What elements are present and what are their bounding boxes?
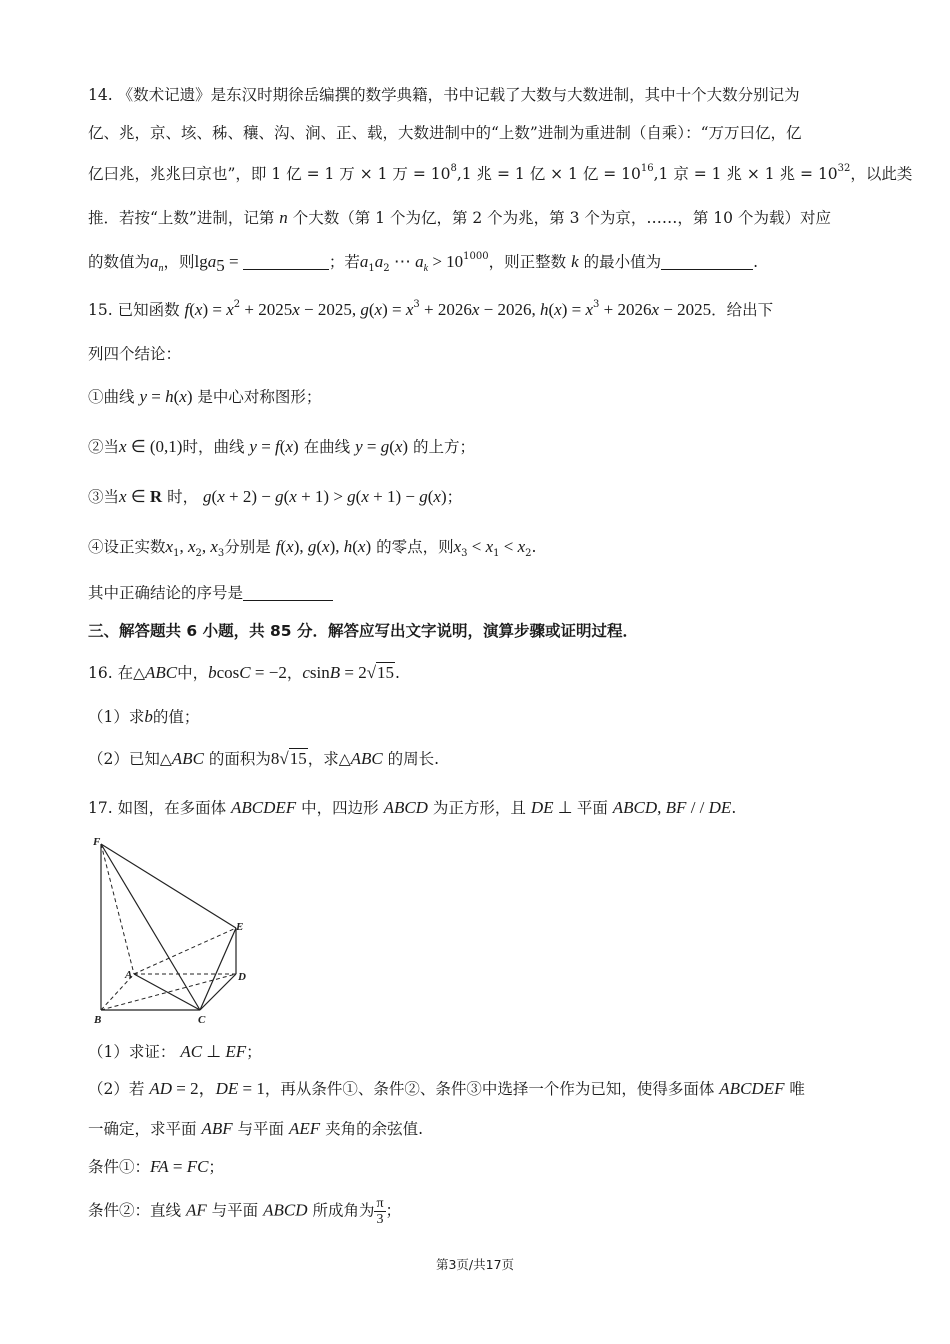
label-C: C	[198, 1014, 206, 1026]
q17-part-2-line-2: 一确定，求平面 ABF 与平面 AEF 夹角的余弦值.	[88, 1119, 424, 1138]
q15-answer-line: 其中正确结论的序号是	[88, 582, 864, 604]
q15-line-2: 列四个结论：	[88, 345, 182, 363]
label-D: D	[238, 971, 246, 983]
answer-blank	[243, 253, 329, 270]
q14-line-5: 的数值为$a_n$，则lga$_5$ = ；若$a_1a_2$ ⋯ $a_k > 10^{1000}$，则正整数 k 的最小值为 .	[88, 251, 759, 275]
label-A: A	[125, 969, 133, 981]
edge-AC	[134, 974, 200, 1010]
edge-FE	[101, 844, 236, 928]
q15-conclusion-2: ②当x ∈ (0,1)时，曲线 y = f(x) 在曲线 y = g(x) 的上方；	[88, 437, 476, 456]
q17-condition-2: 条件②：直线 AF 与平面 ABCD 所成角为 $\frac{\pi}{3}$ ；	[88, 1196, 402, 1227]
q16-part-1: （1）求b的值；	[88, 707, 200, 726]
q14-line-4: 推．若按“上数”进制，记第 n 个大数（第 1 个为亿，第 2 个为兆，第 3 个为京，……，第 10 个为载）对应	[88, 208, 831, 227]
section-heading: 三、解答题共 6 小题，共 85 分．解答应写出文字说明，演算步骤或证明过程．	[88, 622, 638, 640]
q14-line-1: 14. 《数术记遗》是东汉时期徐岳编撰的数学典籍，书中记载了大数与大数进制，其中十个大数分别记为	[88, 86, 800, 104]
edge-FA	[101, 844, 134, 974]
q17-condition-1: 条件①：FA = FC；	[88, 1157, 224, 1176]
q16-part-2: （2）已知△ABC 的面积为8√15，求△ABC 的周长.	[88, 749, 440, 768]
label-F: F	[93, 836, 101, 848]
polyhedron-figure	[88, 832, 258, 1032]
q15-conclusion-1: ①曲线 y = h(x) 是中心对称图形；	[88, 387, 322, 406]
answer-blank	[661, 253, 753, 270]
label-B: B	[94, 1014, 102, 1026]
q17-part-2-line-1: （2）若 AD = 2，DE = 1，再从条件①、条件②、条件③中选择一个作为已知，使得多面体 ABCDEF 唯	[88, 1079, 805, 1098]
edge-FC	[101, 844, 200, 1010]
q16-line-1: 16. 在△ABC中，bcosC = −2，csinB = 2√15.	[88, 663, 400, 682]
q14-line-2: 亿、兆，京、垓、秭、穰、沟、涧、正、载，大数进制中的“上数”进制为重进制（自乘）：“万万曰亿，亿	[88, 124, 802, 142]
q15-line-1: 15. 已知函数 $f(x) = x^2 + 2025x - 2025$, $g(x) = x^3 + 2026x - 2026$, $h(x) = x^3 + 2026x - 2025$．给出下	[88, 299, 774, 319]
edge-DC	[200, 974, 236, 1010]
q17-line-1: 17. 如图，在多面体 ABCDEF 中，四边形 ABCD 为正方形，且 DE ⊥ 平面 ABCD, BF / / DE.	[88, 798, 737, 817]
page-footer: 第3页/共17页	[435, 1257, 515, 1272]
label-E: E	[236, 921, 244, 933]
q15-conclusion-3: ③当x ∈ R 时， g(x + 2) − g(x + 1) > g(x + 1) − g(x)；	[88, 487, 463, 506]
pi-over-3: $\frac{\pi}{3}$	[376, 1196, 384, 1227]
q17-part-1: （1）求证： AC ⊥ EF；	[88, 1042, 262, 1061]
edge-BD	[101, 974, 236, 1010]
q14-line-3: 亿曰兆，兆兆曰京也”，即 1 亿 = 1 万 × 1 万 = $10^8,1$ 兆 = 1 亿 × 1 亿 = $10^{16},1$ 京 = 1 兆 × 1 兆 = $10^{32}$，以此类	[88, 163, 913, 183]
answer-blank	[243, 584, 333, 601]
edge-AE	[134, 928, 236, 974]
q15-conclusion-4: ④设正实数$x_1$, $x_2$, $x_3$分别是 f(x), g(x), h(x) 的零点，则$x_3 < x_1 < x_2$.	[88, 537, 537, 559]
edge-EC	[200, 928, 236, 1010]
